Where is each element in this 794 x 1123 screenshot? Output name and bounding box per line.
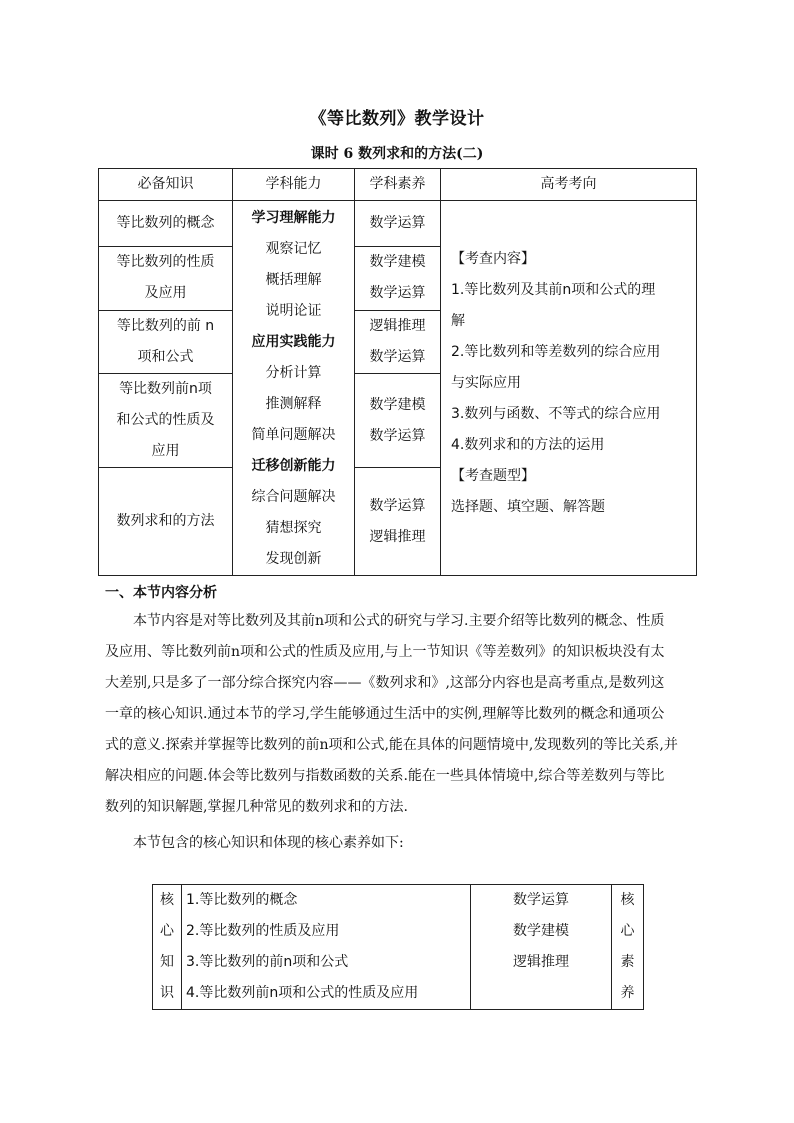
literacy-cell: 数学运算 逻辑推理 — [355, 468, 441, 576]
knowledge-cell: 等比数列的性质 及应用 — [99, 247, 233, 310]
header-exam: 高考考向 — [441, 169, 697, 201]
knowledge-cell: 等比数列的前 n 项和公式 — [99, 310, 233, 373]
section-heading: 一、本节内容分析 — [105, 585, 217, 601]
core-knowledge-table — [152, 884, 644, 1010]
knowledge-cell: 数列求和的方法 — [99, 468, 233, 576]
intro-paragraph: 本节包含的核心知识和体现的核心素养如下: — [105, 835, 404, 851]
lesson-subtitle: 课时 6 数列求和的方法(二) — [310, 146, 484, 162]
core-knowledge-label: 核 心 知 识 — [153, 885, 182, 1010]
content-analysis-paragraph: 本节内容是对等比数列及其前n项和公式的研究与学习.主要介绍等比数列的概念、性质 及应用、等比数列前n项和公式的性质及应用,与上一节知识《等差数列》的知识板块没有太 大差别,只是多了一部分综合探究内容——《数列求和》,这部分内容也是高考重点,是数列这 一章的核心知识.通过本节的学习,学生能够通过生活中的实例,理解等比数列的概念和通项公 式的意义.探索并掌握等比数列的前n项和公式,能在具体的问题情境中,发现数列的等比关系,并 解决相应的问题.体会等比数列与指数函数的关系.能在一些具体情境中,综合等差数列与等比 数列的知识解题,掌握几种常见的数列求和的方法. — [105, 613, 678, 815]
literacy-cell: 数学运算 — [355, 201, 441, 247]
knowledge-cell: 等比数列前n项 和公式的性质及 应用 — [99, 373, 233, 468]
core-literacy-label: 核 心 素 养 — [612, 885, 644, 1010]
ability-cell: 学习理解能力 观察记忆 概括理解 说明论证 应用实践能力 分析计算 推测解释 简单问题解决 迁移创新能力 综合问题解决 猜想探究 发现创新 — [233, 201, 355, 576]
knowledge-cell: 等比数列的概念 — [99, 201, 233, 247]
literacy-cell: 数学建模 数学运算 — [355, 373, 441, 468]
core-knowledge-list: 1.等比数列的概念 2.等比数列的性质及应用 3.等比数列的前n项和公式 4.等比数列前n项和公式的性质及应用 — [182, 885, 471, 1010]
header-literacy: 学科素养 — [355, 169, 441, 201]
literacy-cell: 逻辑推理 数学运算 — [355, 310, 441, 373]
table-header-row — [99, 169, 697, 201]
exam-direction-cell: 【考查内容】 1.等比数列及其前n项和公式的理 解 2.等比数列和等差数列的综合应用 与实际应用 3.数列与函数、不等式的综合应用 4.数列求和的方法的运用 【考查题型】 选择题、填空题、解答题 — [441, 201, 697, 576]
header-knowledge: 必备知识 — [99, 169, 233, 201]
table-row — [153, 885, 644, 1010]
header-ability: 学科能力 — [233, 169, 355, 201]
literacy-cell: 数学建模 数学运算 — [355, 247, 441, 310]
table-row — [99, 201, 697, 247]
document-title: 《等比数列》教学设计 — [309, 109, 485, 129]
lesson-overview-table — [98, 168, 697, 576]
core-literacy-list: 数学运算 数学建模 逻辑推理 — [471, 885, 612, 1010]
